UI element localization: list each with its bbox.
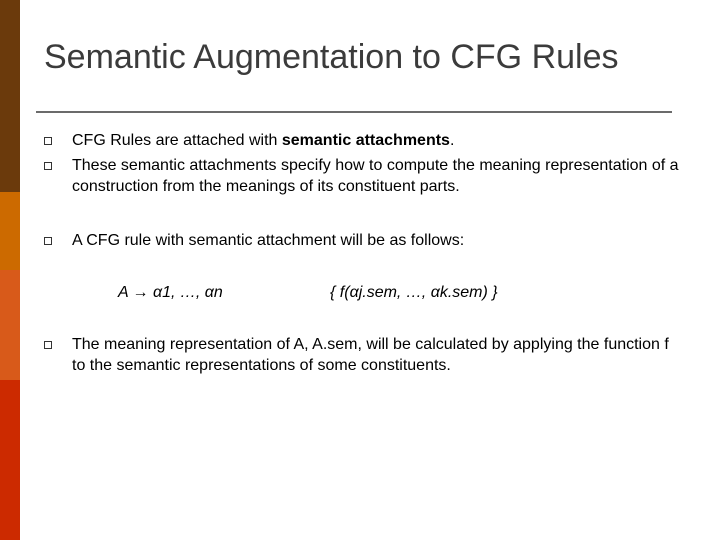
slide-title: Semantic Augmentation to CFG Rules (44, 38, 619, 76)
bullet-marker (44, 237, 52, 245)
bullet-text-1-after: . (449, 132, 455, 149)
sidebar-accent-bar (0, 0, 20, 540)
sidebar-segment-mid (0, 192, 20, 270)
sidebar-segment-low (0, 270, 20, 380)
bullet-marker (44, 162, 52, 170)
bullet-marker (44, 137, 52, 145)
formula-attachment: { f(αj.sem, …, αk.sem) } (330, 284, 498, 301)
sidebar-segment-top (0, 0, 20, 192)
bullet-text-3: A CFG rule with semantic attachment will be as follows: (72, 232, 465, 249)
sidebar-segment-bottom (0, 380, 20, 540)
bullet-text-1-bold: semantic attachments (281, 132, 450, 149)
bullet-text-1-plain: CFG Rules are attached with (72, 132, 282, 149)
bullet-text-2: These semantic attachments specify how to compute the meaning representation of a construction from the meanings of its constituent parts. (72, 157, 679, 195)
bullet-text-4: The meaning representation of A, A.sem, will be calculated by applying the function f to the semantic representations of some constituents. (72, 336, 669, 374)
bullet-text-1 (72, 130, 682, 151)
bullet-marker (44, 341, 52, 349)
title-underline (36, 111, 672, 113)
formula-rule: A → α1, …, αn (118, 284, 223, 301)
